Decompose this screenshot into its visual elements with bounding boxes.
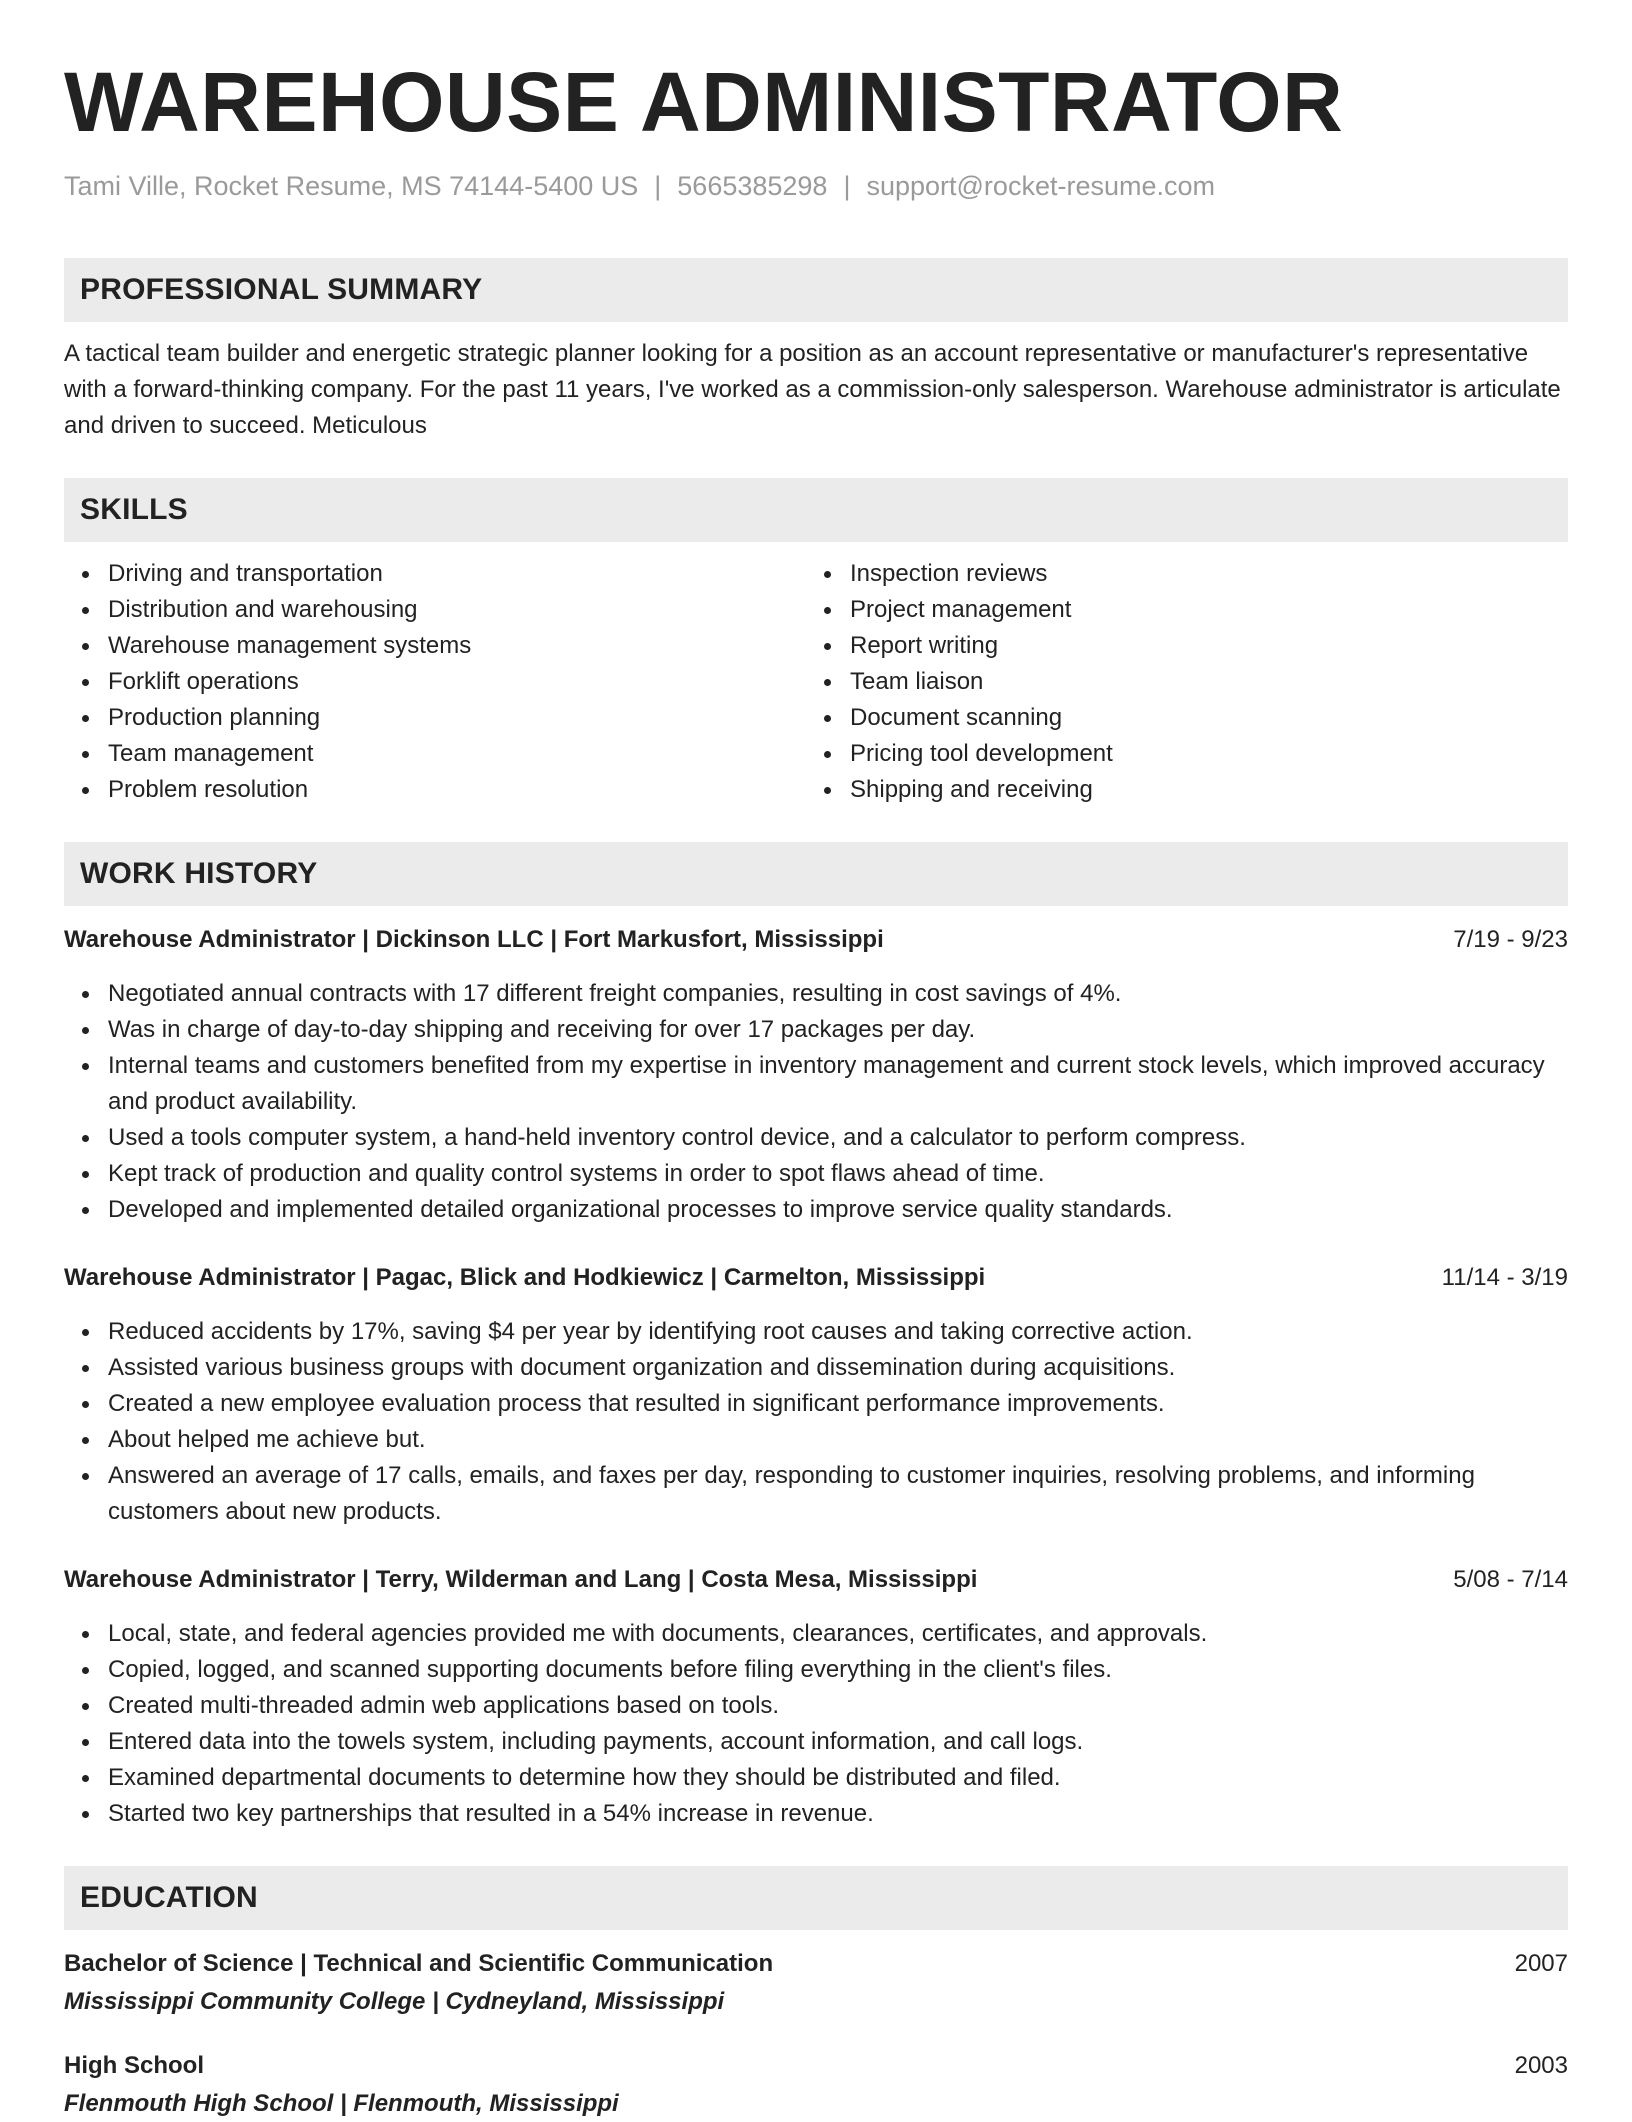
contact-address: Tami Ville, Rocket Resume, MS 74144-5400 US [64,171,639,201]
job-entry [64,1260,1568,1530]
job-title: Warehouse Administrator | Pagac, Blick and Hodkiewicz | Carmelton, Mississippi [64,1264,986,1291]
job-bullet: Started two key partnerships that resulted in a 54% increase in revenue. [108,1796,1568,1832]
job-entry [64,922,1568,1228]
education-header [64,1946,1568,1982]
job-dates: 11/14 - 3/19 [1441,1264,1568,1291]
skill-item: Team management [108,736,806,772]
job-bullet: Examined departmental documents to determine how they should be distributed and filed. [108,1760,1568,1796]
skill-item: Team liaison [850,664,1548,700]
summary-text: A tactical team builder and energetic strategic planner looking for a position as an account representative or manufacturer's representative with a forward-thinking company. For the past 11 years, I've worked as a commission-only salesperson. Warehouse administrator is articulate and driven to succeed. Meticulous [64,340,1561,439]
job-title: Warehouse Administrator | Dickinson LLC | Fort Markusfort, Mississippi [64,926,884,953]
contact-phone: 5665385298 [677,171,828,201]
contact-separator: | [843,171,851,201]
job-title: Warehouse Administrator | Terry, Wilderman and Lang | Costa Mesa, Mississippi [64,1566,978,1593]
education-year: 2007 [1514,1950,1568,1977]
job-bullet: Reduced accidents by 17%, saving $4 per year by identifying root causes and taking corrective action. [108,1314,1568,1350]
skill-item: Driving and transportation [108,556,806,592]
job-header [64,1260,1568,1296]
skill-item: Report writing [850,628,1548,664]
skills-column-right [806,556,1548,808]
skill-item: Problem resolution [108,772,806,808]
skills-column-left [64,556,806,808]
job-header [64,1562,1568,1598]
section-heading-skills: SKILLS [64,478,1568,542]
job-bullet: Assisted various business groups with document organization and dissemination during acquisitions. [108,1350,1568,1386]
skill-item: Document scanning [850,700,1548,736]
skill-item: Shipping and receiving [850,772,1548,808]
job-header [64,922,1568,958]
job-entry [64,1562,1568,1832]
contact-separator: | [654,171,662,201]
skill-item: Project management [850,592,1548,628]
job-bullet: Kept track of production and quality control systems in order to spot flaws ahead of time. [108,1156,1568,1192]
section-heading-education: EDUCATION [64,1866,1568,1930]
skill-item: Forklift operations [108,664,806,700]
job-bullet: About helped me achieve but. [108,1422,1568,1458]
education-school: Mississippi Community College | Cydneyland, Mississippi [64,1988,725,2015]
skill-item: Warehouse management systems [108,628,806,664]
job-bullet: Answered an average of 17 calls, emails, and faxes per day, responding to customer inquiries, resolving problems, and informing customers about new products. [108,1458,1568,1530]
education-entry [64,1946,1568,2020]
job-bullet: Was in charge of day-to-day shipping and receiving for over 17 packages per day. [108,1012,1568,1048]
contact-email[interactable]: support@rocket-resume.com [866,171,1215,201]
skill-item: Inspection reviews [850,556,1548,592]
job-bullet: Developed and implemented detailed organizational processes to improve service quality standards. [108,1192,1568,1228]
skill-item: Distribution and warehousing [108,592,806,628]
section-heading-summary: PROFESSIONAL SUMMARY [64,258,1568,322]
skill-item: Production planning [108,700,806,736]
education-header [64,2048,1568,2084]
education-degree: Bachelor of Science | Technical and Scientific Communication [64,1950,774,1977]
job-bullet: Created a new employee evaluation process that resulted in significant performance improvements. [108,1386,1568,1422]
skills-list [64,556,1568,808]
job-dates: 7/19 - 9/23 [1453,926,1568,953]
skill-item: Pricing tool development [850,736,1548,772]
job-bullet: Created multi-threaded admin web applications based on tools. [108,1688,1568,1724]
job-bullet: Local, state, and federal agencies provided me with documents, clearances, certificates, and approvals. [108,1616,1568,1652]
job-dates: 5/08 - 7/14 [1453,1566,1568,1593]
education-degree: High School [64,2052,204,2079]
education-entry [64,2048,1568,2122]
section-heading-work-history: WORK HISTORY [64,842,1568,906]
job-bullets [64,1616,1568,1832]
job-bullets [64,976,1568,1228]
education-year: 2003 [1514,2052,1568,2079]
job-bullet: Copied, logged, and scanned supporting documents before filing everything in the client's files. [108,1652,1568,1688]
job-bullet: Used a tools computer system, a hand-held inventory control device, and a calculator to perform compress. [108,1120,1568,1156]
job-bullet: Entered data into the towels system, including payments, account information, and call logs. [108,1724,1568,1760]
job-bullet: Negotiated annual contracts with 17 different freight companies, resulting in cost savings of 4%. [108,976,1568,1012]
education-school: Flenmouth High School | Flenmouth, Mississippi [64,2090,619,2117]
resume-page [64,0,1568,2122]
job-bullets [64,1314,1568,1530]
job-bullet: Internal teams and customers benefited from my expertise in inventory management and current stock levels, which improved accuracy and product availability. [108,1048,1568,1120]
contact-line [64,168,1568,204]
resume-title: WAREHOUSE ADMINISTRATOR [64,55,1344,149]
